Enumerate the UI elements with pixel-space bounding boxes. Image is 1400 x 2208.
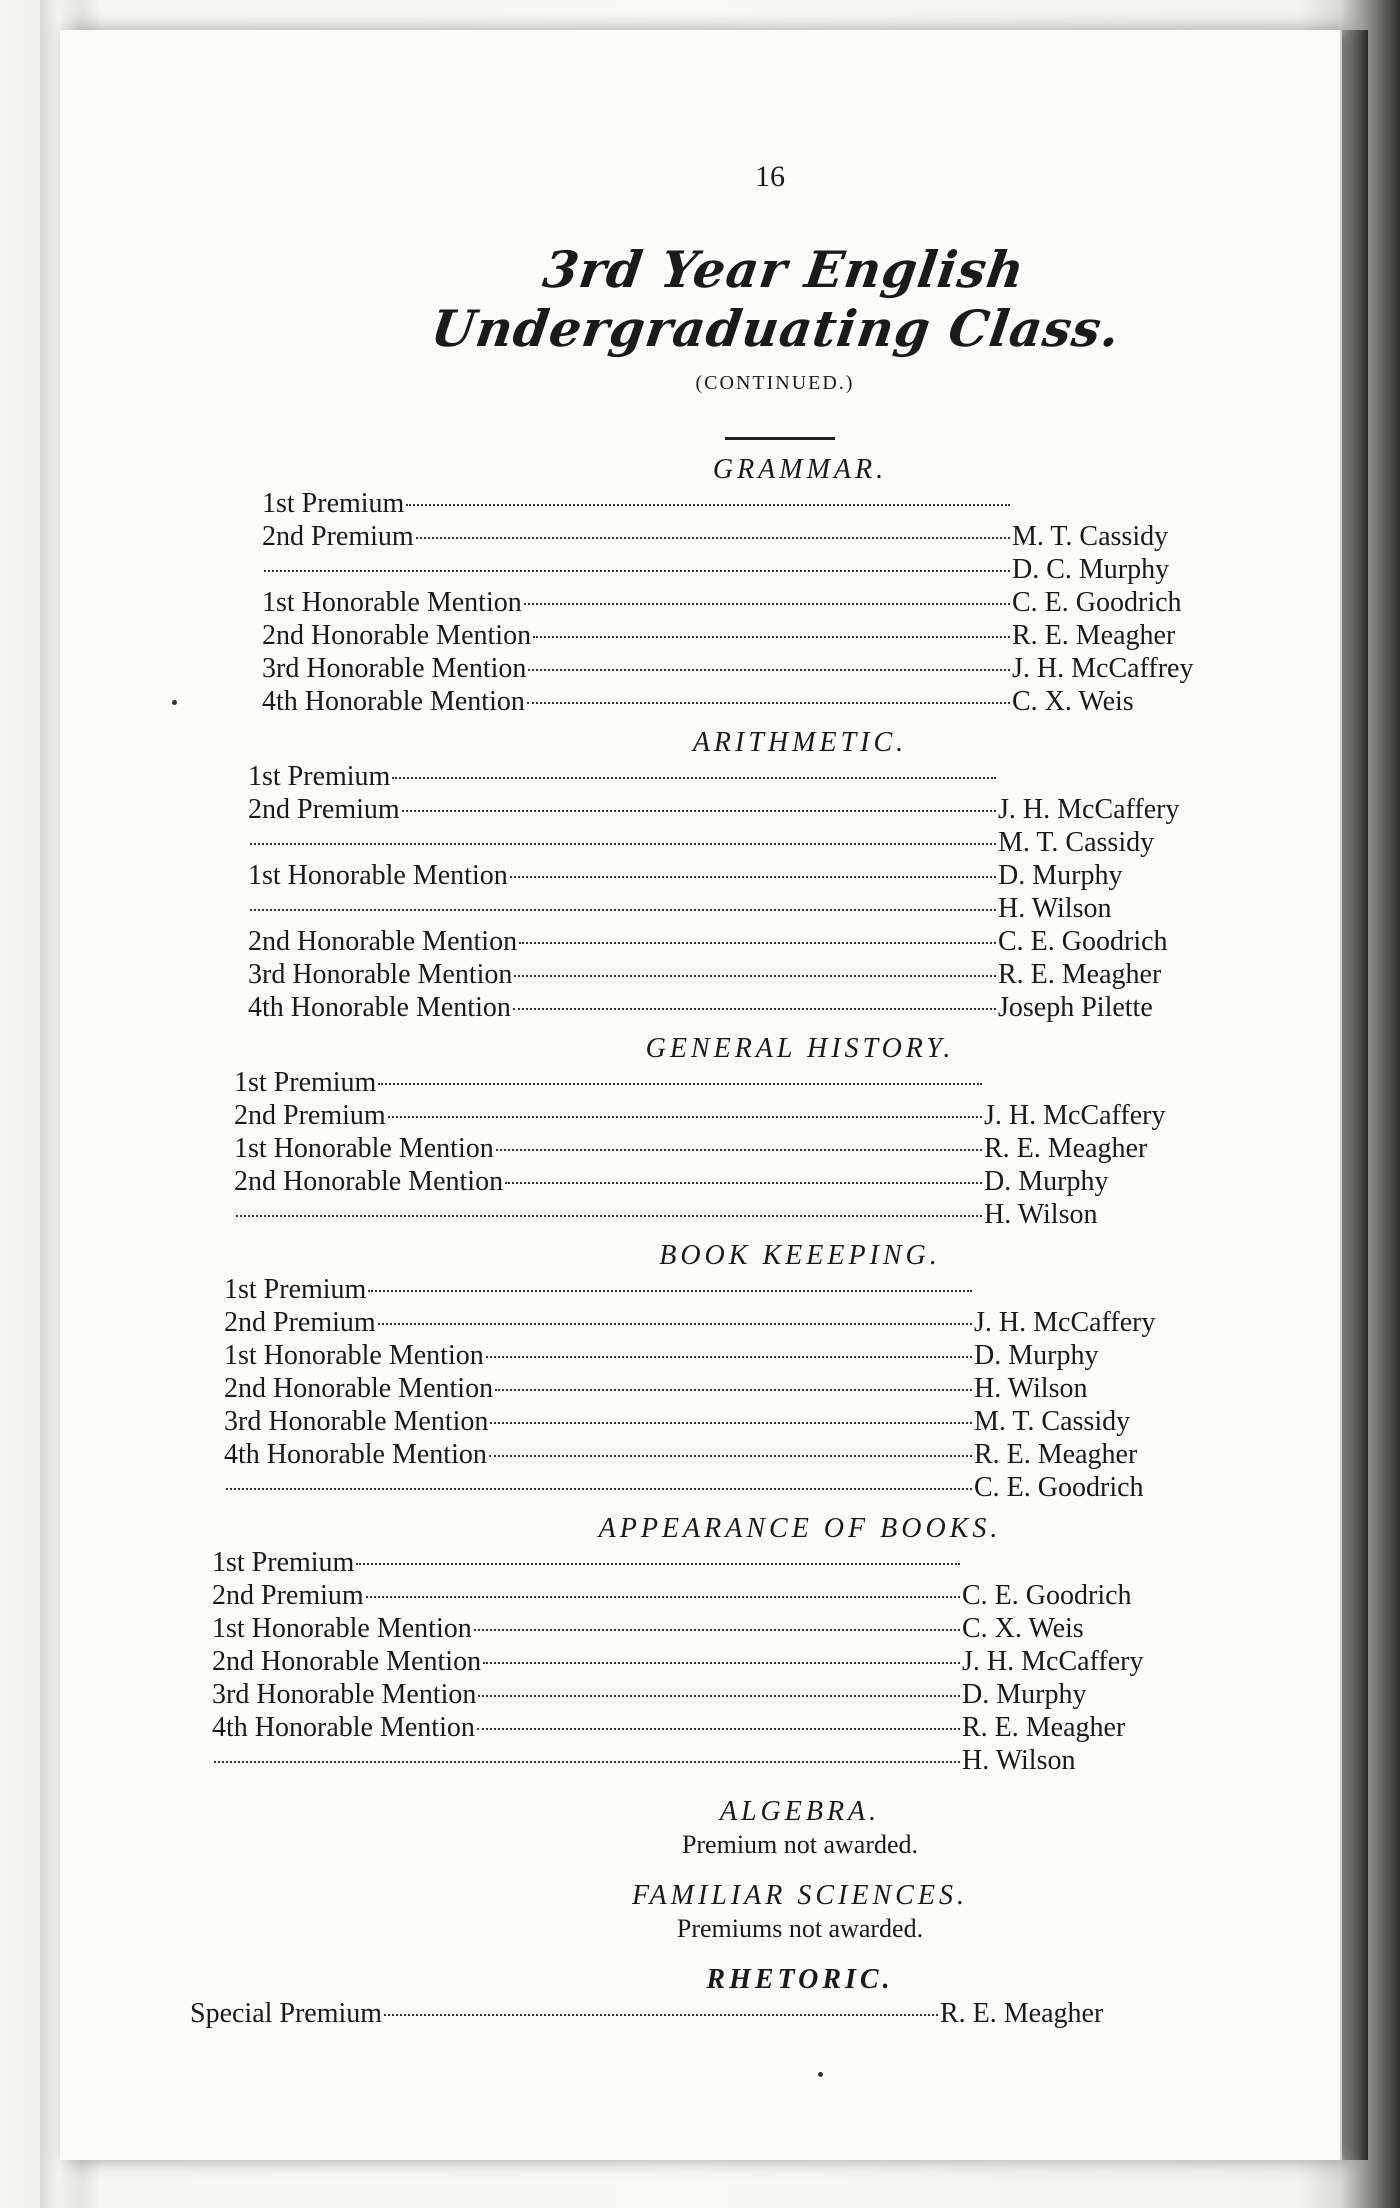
title-divider <box>725 437 835 440</box>
grammar-list <box>262 488 1262 719</box>
leader-dots <box>478 1695 960 1697</box>
section-heading-book-keeping: BOOK KEEEPING. <box>659 1240 941 1271</box>
entry-label: 4th Honorable Mention <box>212 1712 475 1743</box>
leader-dots <box>505 1182 982 1184</box>
list-item <box>248 827 1248 860</box>
list-item <box>190 1998 1190 2031</box>
list-item <box>224 1274 1224 1307</box>
entry-name: C. E. Goodrich <box>1012 587 1182 618</box>
list-item <box>262 587 1262 620</box>
leader-dots <box>226 1488 972 1490</box>
entry-label: 3rd Honorable Mention <box>248 959 513 990</box>
list-item <box>248 992 1248 1025</box>
section-heading-algebra: ALGEBRA. <box>719 1796 881 1827</box>
entry-name: C. E. Goodrich <box>998 926 1168 957</box>
section-heading-rhetoric: RHETORIC. <box>706 1964 894 1995</box>
list-item <box>248 926 1248 959</box>
entry-name: H. Wilson <box>974 1373 1088 1404</box>
leader-dots <box>392 777 996 779</box>
entry-label: 4th Honorable Mention <box>248 992 511 1023</box>
list-item <box>262 554 1262 587</box>
leader-dots <box>264 570 1010 572</box>
list-item <box>212 1745 1212 1778</box>
entry-label: 2nd Honorable Mention <box>224 1373 494 1404</box>
list-item <box>212 1646 1212 1679</box>
list-item <box>234 1199 1234 1232</box>
entry-name: M. T. Cassidy <box>998 827 1155 858</box>
entry-name: C. E. Goodrich <box>974 1472 1144 1503</box>
leader-dots <box>524 603 1010 605</box>
leader-dots <box>486 1356 972 1358</box>
list-item <box>224 1307 1224 1340</box>
list-item <box>224 1373 1224 1406</box>
entry-name: J. H. McCaffery <box>984 1100 1166 1131</box>
entry-label: 2nd Premium <box>234 1100 386 1131</box>
entry-name: R. E. Meagher <box>1012 620 1176 651</box>
entry-label: 3rd Honorable Mention <box>212 1679 477 1710</box>
entry-label: 2nd Honorable Mention <box>262 620 532 651</box>
entry-label: 1st Premium <box>224 1274 367 1305</box>
list-item <box>224 1340 1224 1373</box>
leader-dots <box>236 1215 982 1217</box>
entry-label: Special Premium <box>190 1998 383 2029</box>
ink-speck <box>818 2072 823 2077</box>
leader-dots <box>356 1563 960 1565</box>
entry-label: 1st Honorable Mention <box>234 1133 494 1164</box>
entry-label: 4th Honorable Mention <box>262 686 525 717</box>
entry-label: 1st Honorable Mention <box>212 1613 472 1644</box>
list-item <box>248 959 1248 992</box>
entry-name: C. X. Weis <box>1012 686 1134 717</box>
leader-dots <box>474 1629 960 1631</box>
list-item <box>212 1580 1212 1613</box>
entry-name: J. H. McCaffery <box>974 1307 1156 1338</box>
entry-label: 2nd Premium <box>224 1307 376 1338</box>
list-item <box>212 1679 1212 1712</box>
leader-dots <box>514 975 996 977</box>
entry-name: D. Murphy <box>962 1679 1087 1710</box>
list-item <box>248 893 1248 926</box>
entry-name: J. H. McCaffery <box>998 794 1180 825</box>
leader-dots <box>250 909 996 911</box>
leader-dots <box>384 2014 938 2016</box>
list-item <box>224 1439 1224 1472</box>
leader-dots <box>366 1596 960 1598</box>
entry-label: 1st Premium <box>262 488 405 519</box>
list-item <box>248 761 1248 794</box>
entry-label: 2nd Honorable Mention <box>234 1166 504 1197</box>
entry-label: 2nd Premium <box>262 521 414 552</box>
entry-name: J. H. McCaffery <box>962 1646 1144 1677</box>
entry-label: 2nd Premium <box>248 794 400 825</box>
leader-dots <box>496 1149 982 1151</box>
entry-label: 4th Honorable Mention <box>224 1439 487 1470</box>
familiar-sciences-note: Premiums not awarded. <box>676 1914 924 1943</box>
page-content <box>190 160 1260 2031</box>
list-item <box>248 794 1248 827</box>
leader-dots <box>519 942 996 944</box>
list-item <box>262 686 1262 719</box>
entry-name: Joseph Pilette <box>998 992 1153 1023</box>
list-item <box>248 860 1248 893</box>
leader-dots <box>533 636 1010 638</box>
section-heading-appearance-of-books: APPEARANCE OF BOOKS. <box>598 1513 1002 1544</box>
list-item <box>234 1067 1234 1100</box>
leader-dots <box>250 843 996 845</box>
list-item <box>212 1613 1212 1646</box>
list-item <box>224 1472 1224 1505</box>
entry-label: 2nd Honorable Mention <box>212 1646 482 1677</box>
ink-speck <box>172 700 177 705</box>
entry-name: D. C. Murphy <box>1012 554 1170 585</box>
entry-name: D. Murphy <box>984 1166 1109 1197</box>
list-item <box>224 1406 1224 1439</box>
leader-dots <box>378 1323 972 1325</box>
leader-dots <box>489 1455 972 1457</box>
entry-label: 1st Honorable Mention <box>248 860 508 891</box>
entry-name: M. T. Cassidy <box>974 1406 1131 1437</box>
entry-name: R. E. Meagher <box>984 1133 1148 1164</box>
entry-label: 2nd Premium <box>212 1580 364 1611</box>
leader-dots <box>483 1662 960 1664</box>
entry-label: 1st Premium <box>234 1067 377 1098</box>
leader-dots <box>513 1008 996 1010</box>
entry-label: 1st Premium <box>248 761 391 792</box>
entry-name: H. Wilson <box>998 893 1112 924</box>
page-title: 3rd Year English Undergraduating Class. <box>427 240 1125 358</box>
entry-label: 1st Premium <box>212 1547 355 1578</box>
leader-dots <box>416 537 1010 539</box>
leader-dots <box>528 669 1010 671</box>
arithmetic-list <box>248 761 1248 1025</box>
book-keeping-list <box>224 1274 1224 1505</box>
entry-label: 3rd Honorable Mention <box>262 653 527 684</box>
list-item <box>234 1133 1234 1166</box>
entry-name: R. E. Meagher <box>962 1712 1126 1743</box>
entry-label: 3rd Honorable Mention <box>224 1406 489 1437</box>
page-number: 16 <box>755 160 785 193</box>
list-item <box>212 1712 1212 1745</box>
list-item <box>212 1547 1212 1580</box>
leader-dots <box>378 1083 982 1085</box>
entry-name: R. E. Meagher <box>974 1439 1138 1470</box>
section-heading-familiar-sciences: FAMILIAR SCIENCES. <box>632 1880 968 1911</box>
leader-dots <box>402 810 996 812</box>
entry-name: M. T. Cassidy <box>1012 521 1169 552</box>
entry-name: R. E. Meagher <box>998 959 1162 990</box>
leader-dots <box>388 1116 982 1118</box>
entry-label: 1st Honorable Mention <box>262 587 522 618</box>
entry-name: R. E. Meagher <box>940 1998 1104 2029</box>
section-heading-grammar: GRAMMAR. <box>712 454 888 485</box>
section-heading-arithmetic: ARITHMETIC. <box>692 727 908 758</box>
section-heading-general-history: GENERAL HISTORY. <box>645 1033 955 1064</box>
leader-dots <box>214 1761 960 1763</box>
leader-dots <box>510 876 996 878</box>
appearance-of-books-list <box>212 1547 1212 1778</box>
entry-name: D. Murphy <box>998 860 1123 891</box>
leader-dots <box>368 1290 972 1292</box>
rhetoric-list <box>190 1998 1190 2031</box>
entry-label: 2nd Honorable Mention <box>248 926 518 957</box>
leader-dots <box>477 1728 960 1730</box>
entry-name: D. Murphy <box>974 1340 1099 1371</box>
entry-name: C. E. Goodrich <box>962 1580 1132 1611</box>
entry-name: H. Wilson <box>962 1745 1076 1776</box>
leader-dots <box>527 702 1010 704</box>
list-item <box>234 1100 1234 1133</box>
list-item <box>234 1166 1234 1199</box>
leader-dots <box>406 504 1010 506</box>
list-item <box>262 620 1262 653</box>
list-item <box>262 521 1262 554</box>
algebra-note: Premium not awarded. <box>681 1830 919 1859</box>
leader-dots <box>490 1422 972 1424</box>
entry-name: J. H. McCaffrey <box>1012 653 1194 684</box>
list-item <box>262 653 1262 686</box>
entry-name: C. X. Weis <box>962 1613 1084 1644</box>
entry-label: 1st Honorable Mention <box>224 1340 484 1371</box>
page-subtitle: (CONTINUED.) <box>695 372 855 394</box>
leader-dots <box>495 1389 972 1391</box>
list-item <box>262 488 1262 521</box>
general-history-list <box>234 1067 1234 1232</box>
entry-name: H. Wilson <box>984 1199 1098 1230</box>
